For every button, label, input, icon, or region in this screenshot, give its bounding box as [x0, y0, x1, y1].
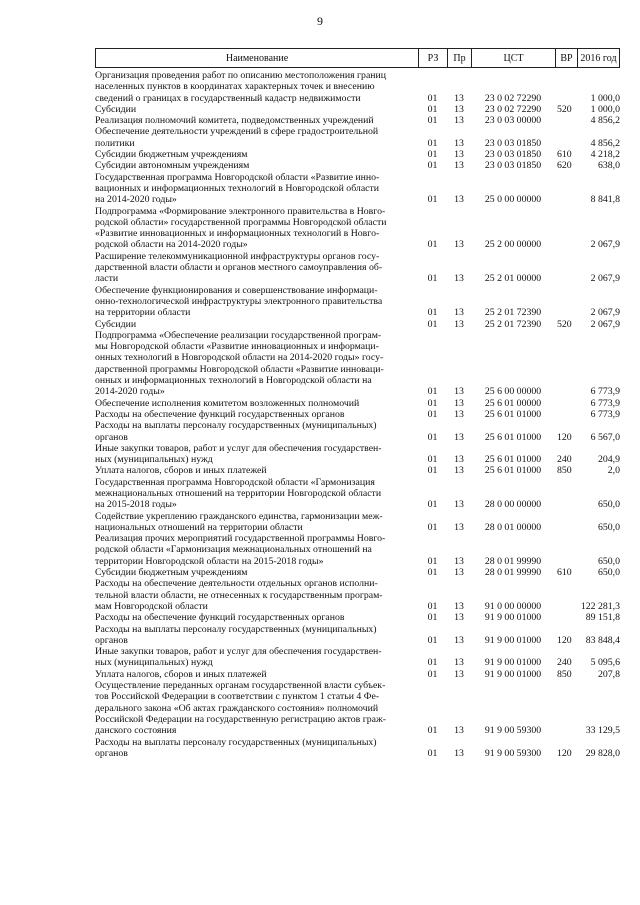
- column-header-cst: ЦСТ: [471, 49, 555, 67]
- row-name-line: Реализация полномочий комитета, подведомственных учреждений: [95, 115, 374, 127]
- row-name: [95, 533, 418, 567]
- column-header-name: Наименование: [95, 49, 418, 67]
- row-name-line: на 2015-2018 годы»: [95, 499, 177, 511]
- row-name: [95, 126, 418, 149]
- row-name: [95, 285, 418, 319]
- row-name-line: Подпрограмма «Формирование электронного правительства в Новго-: [95, 205, 386, 217]
- row-amount: 8 841,8: [590, 194, 620, 206]
- row-pr: 13: [454, 657, 464, 669]
- row-pr: 13: [454, 194, 464, 206]
- row-amount: 1 000,0: [590, 103, 620, 115]
- row-name: [95, 477, 418, 511]
- row-pr: 13: [454, 668, 464, 680]
- row-amount: 83 848,4: [585, 634, 620, 646]
- row-rz: 01: [427, 555, 438, 567]
- row-rz: 01: [427, 149, 438, 161]
- table-row: [95, 443, 620, 466]
- row-amount: 207,8: [597, 668, 620, 680]
- row-amount: 5 095,6: [590, 657, 620, 669]
- table-row: [95, 149, 620, 160]
- row-pr: 13: [454, 397, 464, 409]
- row-name: [95, 646, 418, 669]
- row-name-line: органов: [95, 431, 128, 443]
- row-name-line: органов: [95, 634, 128, 646]
- row-pr: 13: [454, 521, 464, 533]
- row-rz: 01: [427, 160, 438, 172]
- row-rz: 01: [427, 499, 438, 511]
- row-name: [95, 420, 418, 443]
- table-row: [95, 285, 620, 319]
- row-name-line: на территории области: [95, 307, 191, 319]
- row-name-line: на 2014-2020 годы»: [95, 194, 177, 206]
- row-amount: 2 067,9: [590, 273, 620, 285]
- table-row: [95, 70, 620, 104]
- row-name-line: Расходы на выплаты персоналу государственных (муниципальных): [95, 623, 377, 635]
- row-rz: 01: [427, 634, 438, 646]
- row-pr: 13: [454, 600, 464, 612]
- row-name: [95, 206, 418, 251]
- row-name-line: Субсидии автономным учреждениям: [95, 160, 250, 172]
- row-cst: 28 0 01 99990: [484, 555, 542, 567]
- table-row: [95, 669, 620, 680]
- row-name-line: Расширение телекоммуникационной инфраструктуры органов госу-: [95, 250, 380, 262]
- row-pr: 13: [454, 160, 464, 172]
- row-amount: 2,0: [607, 465, 620, 477]
- row-name-line: Расходы на обеспечение функций государственных органов: [95, 612, 345, 624]
- table-row: [95, 420, 620, 443]
- row-cst: 25 2 01 72390: [484, 318, 542, 330]
- row-name-line: ных (муниципальных) нужд: [95, 454, 213, 466]
- row-name: [95, 398, 418, 409]
- row-name-line: Обеспечение исполнения комитетом возложенных полномочий: [95, 397, 360, 409]
- row-pr: 13: [454, 634, 464, 646]
- row-name-line: ласти: [95, 273, 119, 285]
- column-header-pr: Пр: [447, 49, 471, 67]
- row-name: [95, 669, 418, 680]
- row-amount: 2 067,9: [590, 318, 620, 330]
- row-pr: 13: [454, 747, 464, 759]
- row-name-line: вационных и информационных технологий в Новгородской области: [95, 182, 380, 194]
- table-row: [95, 567, 620, 578]
- row-rz: 01: [427, 239, 438, 251]
- row-rz: 01: [427, 92, 438, 104]
- row-pr: 13: [454, 386, 464, 398]
- table-row: [95, 409, 620, 420]
- row-name: [95, 251, 418, 285]
- row-name-line: сведений о границах в государственный кадастр недвижимости: [95, 92, 361, 104]
- row-name-line: Реализация прочих мероприятий государственной программы Новго-: [95, 533, 386, 545]
- row-rz: 01: [427, 465, 438, 477]
- row-amount: 6 773,9: [590, 408, 620, 420]
- row-rz: 01: [427, 725, 438, 737]
- row-rz: 01: [427, 115, 438, 127]
- row-cst: 91 9 00 01000: [484, 668, 542, 680]
- table-row: [95, 737, 620, 760]
- row-cst: 28 0 01 00000: [484, 521, 542, 533]
- row-pr: 13: [454, 408, 464, 420]
- row-rz: 01: [427, 408, 438, 420]
- row-rz: 01: [427, 431, 438, 443]
- row-name: [95, 578, 418, 612]
- row-cst: 91 9 00 01000: [484, 612, 542, 624]
- row-name-line: Расходы на выплаты персоналу государственных (муниципальных): [95, 736, 377, 748]
- row-vr: 520: [557, 318, 572, 330]
- row-name-line: Государственная программа Новгородской области «Развитие инно-: [95, 171, 380, 183]
- table-row: [95, 104, 620, 115]
- row-pr: 13: [454, 149, 464, 161]
- row-name-line: онных технологий в Новгородской области на 2014-2020 годы» госу-: [95, 352, 384, 364]
- row-cst: 23 0 02 72290: [484, 92, 542, 104]
- row-rz: 01: [427, 318, 438, 330]
- row-pr: 13: [454, 612, 464, 624]
- row-vr: 120: [557, 431, 572, 443]
- row-name-line: данского состояния: [95, 725, 177, 737]
- row-vr: 850: [557, 668, 572, 680]
- column-header-vr: ВР: [555, 49, 577, 67]
- row-amount: 650,0: [597, 567, 620, 579]
- row-name-line: Государственная программа Новгородской области «Гармонизация: [95, 476, 375, 488]
- row-amount: 6 773,9: [590, 397, 620, 409]
- row-name-line: Уплата налогов, сборов и иных платежей: [95, 668, 267, 680]
- row-rz: 01: [427, 747, 438, 759]
- row-pr: 13: [454, 454, 464, 466]
- row-name: [95, 115, 418, 126]
- row-name-line: онных и информационных технологий в Новгородской области на: [95, 375, 372, 387]
- row-vr: 520: [557, 103, 572, 115]
- row-cst: 23 0 03 01850: [484, 149, 542, 161]
- row-name-line: Подпрограмма «Обеспечение реализации государственной програм-: [95, 329, 382, 341]
- row-name: [95, 330, 418, 398]
- row-rz: 01: [427, 137, 438, 149]
- row-pr: 13: [454, 499, 464, 511]
- row-name-line: Осуществление переданных органам государственной власти субъек-: [95, 680, 386, 692]
- row-name-line: «Развитие инновационных и информационных технологий в Новго-: [95, 228, 380, 240]
- table-row: [95, 465, 620, 476]
- row-amount: 2 067,9: [590, 307, 620, 319]
- table-body: [95, 70, 620, 759]
- row-cst: 25 6 01 01000: [484, 431, 542, 443]
- row-amount: 89 151,8: [585, 612, 620, 624]
- row-pr: 13: [454, 431, 464, 443]
- row-name: [95, 160, 418, 171]
- row-name: [95, 567, 418, 578]
- row-rz: 01: [427, 521, 438, 533]
- table-row: [95, 511, 620, 534]
- row-cst: 25 0 00 00000: [484, 194, 542, 206]
- row-name-line: онно-технологической инфраструктуры электронного правительства: [95, 295, 383, 307]
- row-name-line: национальных отношений на территории области: [95, 521, 303, 533]
- row-pr: 13: [454, 239, 464, 251]
- row-vr: 850: [557, 465, 572, 477]
- row-vr: 120: [557, 747, 572, 759]
- row-name-line: Содействие укреплению гражданского единства, гармонизации меж-: [95, 510, 383, 522]
- row-rz: 01: [427, 567, 438, 579]
- table-row: [95, 251, 620, 285]
- row-name-line: Субсидии: [95, 103, 137, 115]
- row-rz: 01: [427, 612, 438, 624]
- row-amount: 6 773,9: [590, 386, 620, 398]
- column-header-rz: РЗ: [418, 49, 447, 67]
- row-amount: 122 281,3: [580, 600, 620, 612]
- row-amount: 33 129,5: [585, 725, 620, 737]
- row-pr: 13: [454, 567, 464, 579]
- row-cst: 25 6 01 01000: [484, 465, 542, 477]
- row-rz: 01: [427, 194, 438, 206]
- row-name-line: Российской Федерации на государственную регистрацию актов граж-: [95, 713, 386, 725]
- row-cst: 23 0 03 00000: [484, 115, 542, 127]
- row-name-line: Организация проведения работ по описанию местоположения границ: [95, 70, 387, 81]
- row-name-line: Субсидии бюджетным учреждениям: [95, 567, 248, 579]
- table-row: [95, 612, 620, 623]
- page-number: 9: [317, 14, 323, 28]
- row-rz: 01: [427, 657, 438, 669]
- row-name: [95, 70, 418, 104]
- row-amount: 2 067,9: [590, 239, 620, 251]
- row-cst: 23 0 03 01850: [484, 137, 542, 149]
- table-row: [95, 206, 620, 251]
- row-name: [95, 172, 418, 206]
- row-cst: 91 9 00 59300: [484, 747, 542, 759]
- row-name-line: 2014-2020 годы»: [95, 386, 165, 398]
- row-name-line: тельной власти области, не отнесенных к государственным програм-: [95, 589, 383, 601]
- table-row: [95, 398, 620, 409]
- table-row: [95, 477, 620, 511]
- row-name-line: мы Новгородской области «Развитие инновационных и информаци-: [95, 341, 379, 353]
- table-row: [95, 578, 620, 612]
- row-name-line: родской области «Гармонизация межнациональных отношений на: [95, 544, 372, 556]
- row-pr: 13: [454, 137, 464, 149]
- row-cst: 25 2 01 72390: [484, 307, 542, 319]
- row-vr: 240: [557, 657, 572, 669]
- row-cst: 25 2 01 00000: [484, 273, 542, 285]
- table-row: [95, 160, 620, 171]
- row-amount: 4 218,2: [590, 149, 620, 161]
- row-rz: 01: [427, 397, 438, 409]
- row-cst: 91 9 00 01000: [484, 657, 542, 669]
- row-pr: 13: [454, 725, 464, 737]
- row-amount: 4 856,2: [590, 137, 620, 149]
- table-row: [95, 533, 620, 567]
- table-row: [95, 172, 620, 206]
- row-amount: 650,0: [597, 499, 620, 511]
- row-amount: 650,0: [597, 555, 620, 567]
- row-pr: 13: [454, 555, 464, 567]
- row-vr: 120: [557, 634, 572, 646]
- row-amount: 6 567,0: [590, 431, 620, 443]
- row-cst: 28 0 01 99990: [484, 567, 542, 579]
- table-header: [95, 48, 620, 68]
- row-name-line: Расходы на выплаты персоналу государственных (муниципальных): [95, 420, 377, 432]
- row-cst: 25 6 01 01000: [484, 408, 542, 420]
- row-name: [95, 737, 418, 760]
- row-rz: 01: [427, 273, 438, 285]
- row-name-line: родской области» государственной программы Новгородской области: [95, 216, 387, 228]
- row-amount: 29 828,0: [585, 747, 620, 759]
- row-rz: 01: [427, 668, 438, 680]
- row-name-line: ных (муниципальных) нужд: [95, 657, 213, 669]
- row-rz: 01: [427, 454, 438, 466]
- row-cst: 25 6 01 01000: [484, 454, 542, 466]
- row-amount: 638,0: [597, 160, 620, 172]
- table-row: [95, 680, 620, 736]
- row-rz: 01: [427, 103, 438, 115]
- row-name: [95, 104, 418, 115]
- row-cst: 91 9 00 59300: [484, 725, 542, 737]
- row-pr: 13: [454, 307, 464, 319]
- row-name: [95, 149, 418, 160]
- row-name-line: территории Новгородской области на 2015-2018 годы»: [95, 555, 324, 567]
- row-amount: 4 856,2: [590, 115, 620, 127]
- row-name-line: Обеспечение деятельности учреждений в сфере градостроительной: [95, 126, 379, 138]
- row-name-line: мам Новгородской области: [95, 600, 208, 612]
- row-vr: 620: [557, 160, 572, 172]
- row-pr: 13: [454, 92, 464, 104]
- table-row: [95, 330, 620, 398]
- row-name-line: дерального закона «Об актах гражданского состояния» полномочий: [95, 702, 379, 714]
- row-vr: 240: [557, 454, 572, 466]
- row-name: [95, 465, 418, 476]
- row-amount: 1 000,0: [590, 92, 620, 104]
- row-pr: 13: [454, 318, 464, 330]
- row-name-line: политики: [95, 137, 135, 149]
- row-cst: 91 0 00 00000: [484, 600, 542, 612]
- row-name-line: Субсидии бюджетным учреждениям: [95, 149, 248, 161]
- row-name-line: дарственной программы Новгородской области «Развитие инноваци-: [95, 363, 384, 375]
- table-row: [95, 624, 620, 647]
- row-pr: 13: [454, 103, 464, 115]
- row-name-line: Иные закупки товаров, работ и услуг для обеспечения государствен-: [95, 646, 382, 658]
- row-name: [95, 443, 418, 466]
- row-name-line: Иные закупки товаров, работ и услуг для обеспечения государствен-: [95, 442, 382, 454]
- row-name: [95, 624, 418, 647]
- row-cst: 25 2 00 00000: [484, 239, 542, 251]
- row-name-line: Расходы на обеспечение деятельности отдельных органов исполни-: [95, 578, 378, 590]
- row-name-line: родской области на 2014-2020 годы»: [95, 239, 248, 251]
- table-row: [95, 319, 620, 330]
- row-vr: 610: [557, 567, 572, 579]
- row-cst: 25 6 00 00000: [484, 386, 542, 398]
- row-cst: 28 0 00 00000: [484, 499, 542, 511]
- table-row: [95, 646, 620, 669]
- row-name-line: тов Российской Федерации в соответствии с пунктом 1 статьи 4 Фе-: [95, 691, 380, 703]
- row-cst: 23 0 02 72290: [484, 103, 542, 115]
- row-amount: 204,9: [597, 454, 620, 466]
- row-vr: 610: [557, 149, 572, 161]
- row-name-line: населенных пунктов в координатах характерных точек и внесению: [95, 81, 375, 93]
- row-rz: 01: [427, 600, 438, 612]
- row-rz: 01: [427, 386, 438, 398]
- row-name: [95, 680, 418, 736]
- table-row: [95, 115, 620, 126]
- row-name-line: органов: [95, 747, 128, 759]
- row-cst: 23 0 03 01850: [484, 160, 542, 172]
- row-rz: 01: [427, 307, 438, 319]
- row-cst: 25 6 01 00000: [484, 397, 542, 409]
- row-name-line: межнациональных отношений на территории Новгородской области: [95, 487, 382, 499]
- row-name: [95, 319, 418, 330]
- row-name: [95, 409, 418, 420]
- column-header-year: 2016 год: [577, 49, 620, 67]
- row-name-line: Субсидии: [95, 318, 137, 330]
- row-pr: 13: [454, 273, 464, 285]
- row-cst: 91 9 00 01000: [484, 634, 542, 646]
- table-row: [95, 126, 620, 149]
- row-pr: 13: [454, 465, 464, 477]
- row-name-line: Обеспечение функционирования и совершенствование информаци-: [95, 284, 378, 296]
- row-name: [95, 511, 418, 534]
- row-name-line: дарственной власти области и органов местного самоуправления об-: [95, 262, 383, 274]
- row-pr: 13: [454, 115, 464, 127]
- row-name: [95, 612, 418, 623]
- row-amount: 650,0: [597, 521, 620, 533]
- row-name-line: Уплата налогов, сборов и иных платежей: [95, 465, 267, 477]
- row-name-line: Расходы на обеспечение функций государственных органов: [95, 408, 345, 420]
